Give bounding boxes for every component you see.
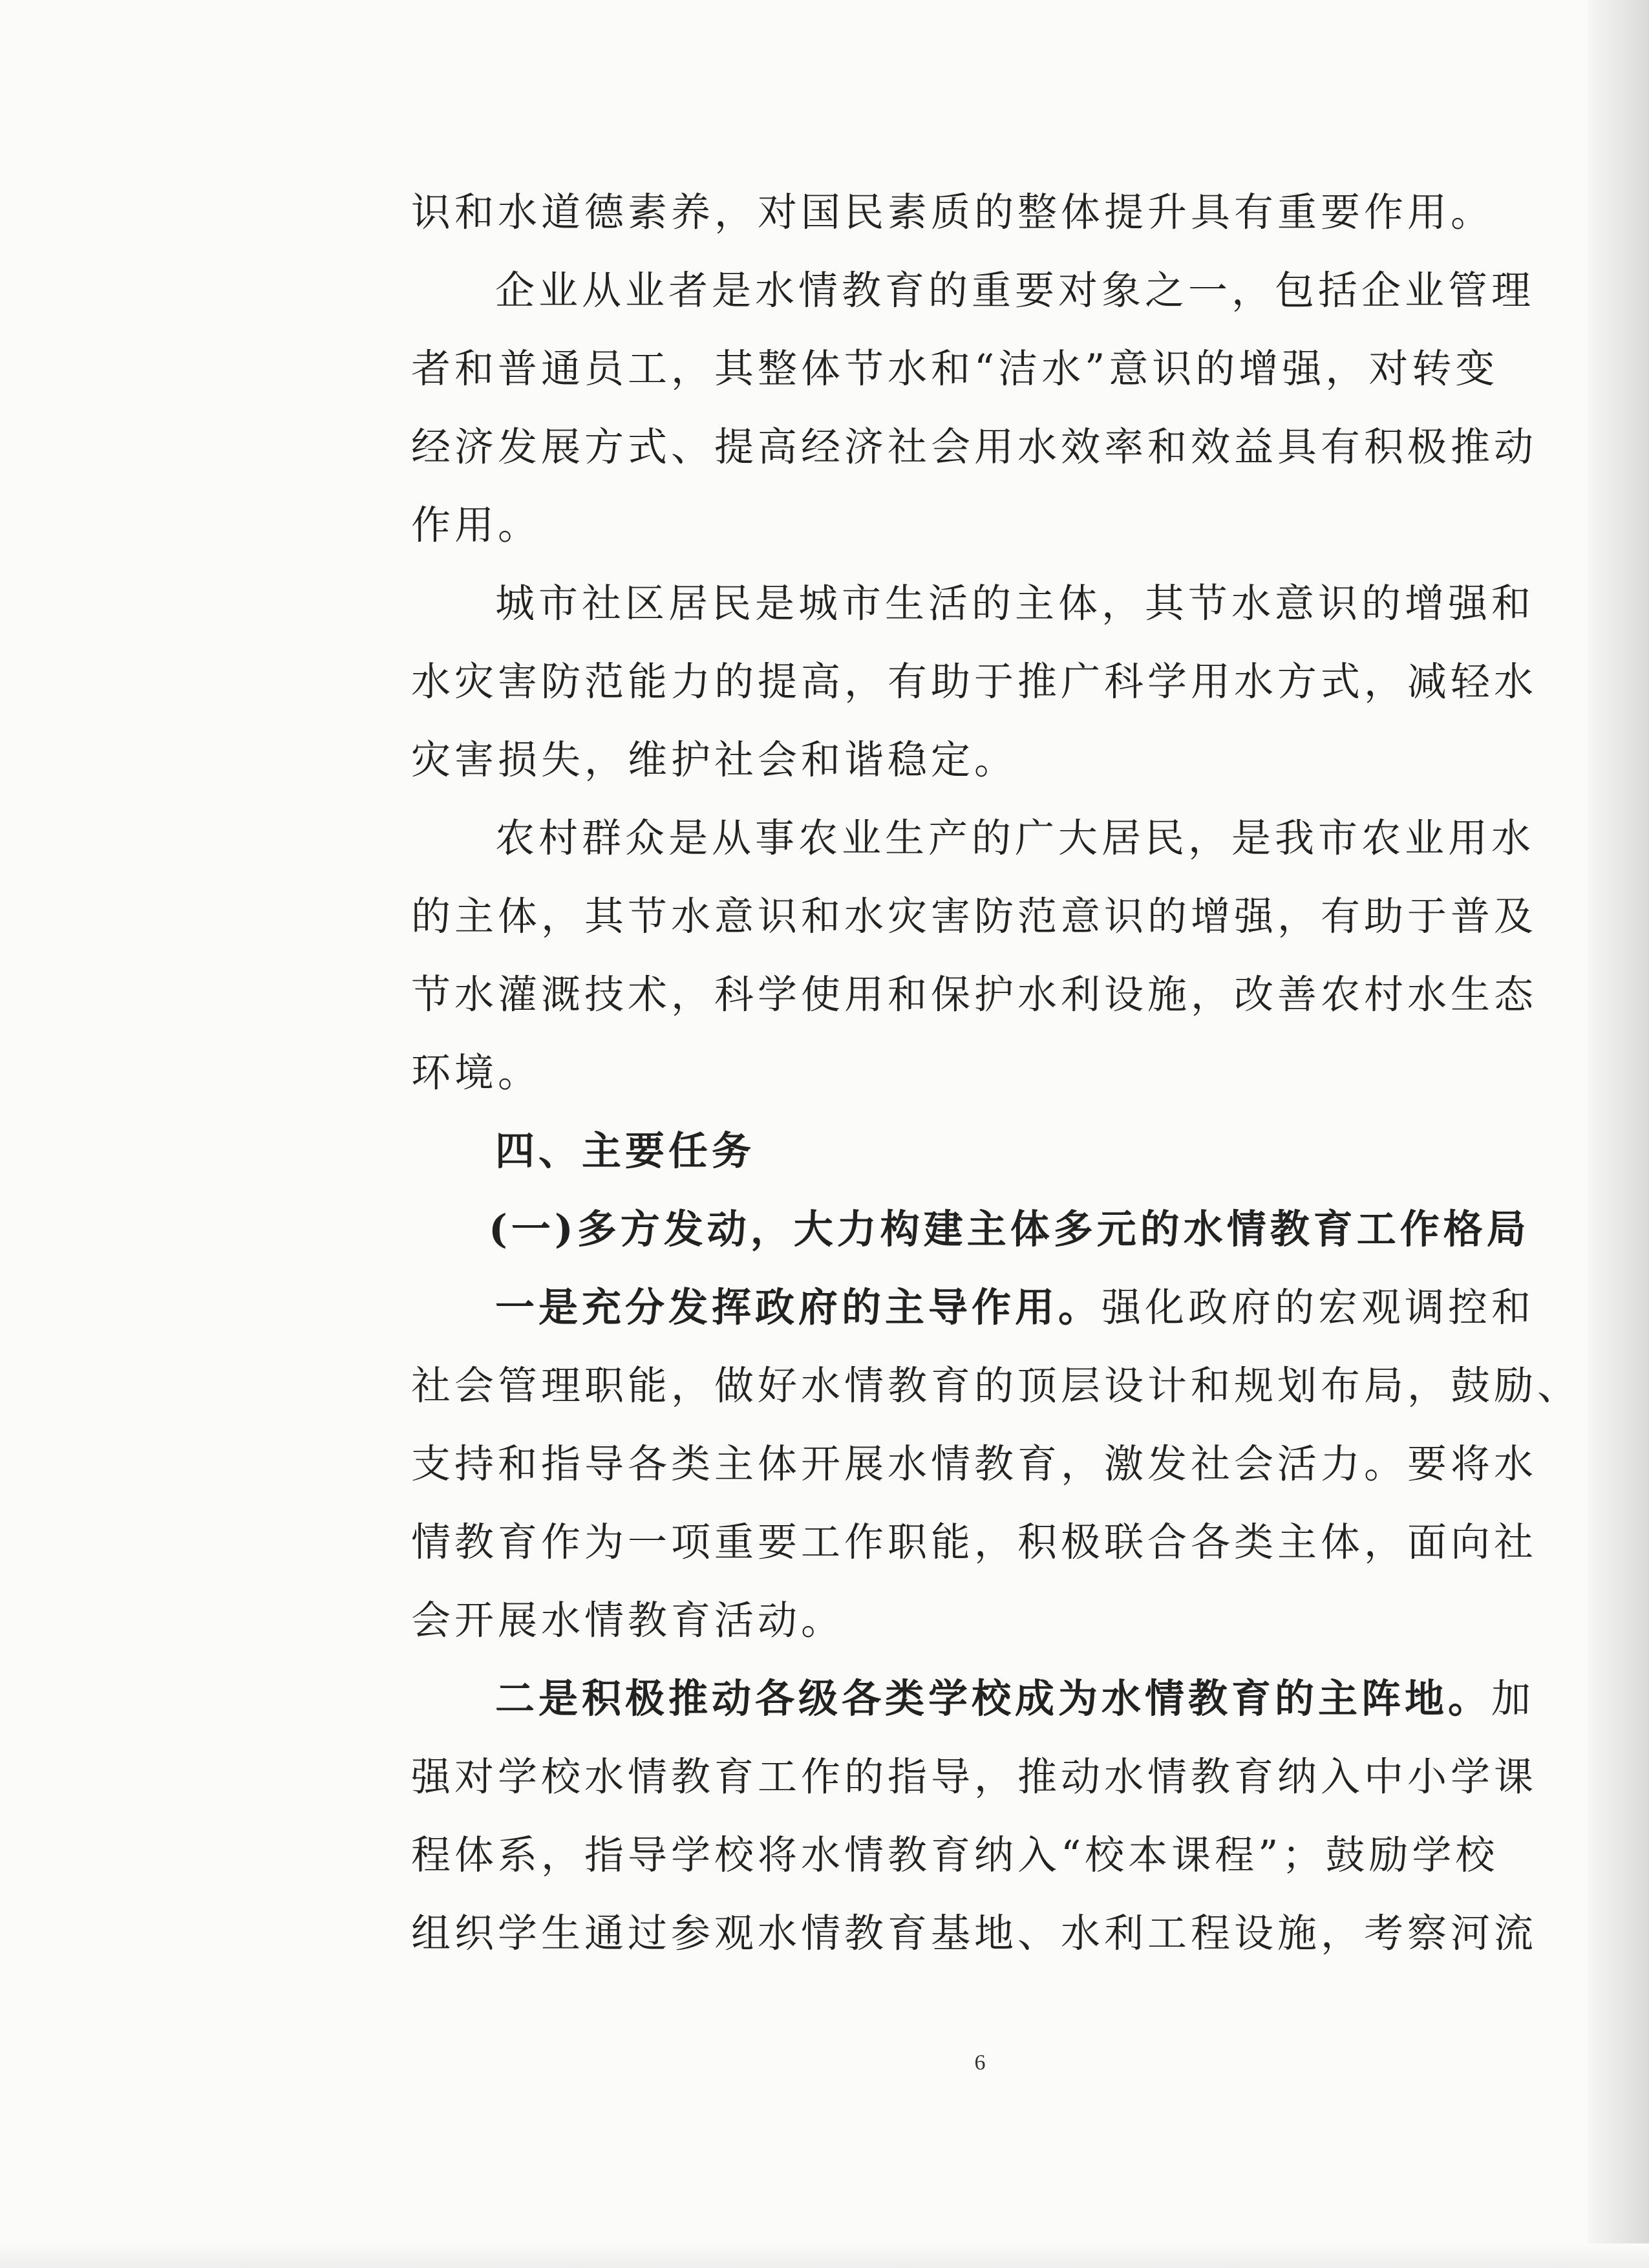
- text-line: 环境。: [411, 1050, 542, 1096]
- subsection-heading: (一)多方发动，大力构建主体多元的水情教育工作格局: [489, 1206, 1530, 1252]
- text-line: 情教育作为一项重要工作职能，积极联合各类主体，面向社: [411, 1519, 1538, 1565]
- text-line: 作用。: [411, 502, 542, 548]
- bold-lead: 一是充分发挥政府的主导作用。: [495, 1285, 1102, 1331]
- text-line: 组织学生通过参观水情教育基地、水利工程设施，考察河流: [411, 1910, 1538, 1956]
- bold-lead: 二是积极推动各级各类学校成为水情教育的主阵地。: [495, 1676, 1492, 1722]
- text-line: 企业从业者是水情教育的重要对象之一，包括企业管理: [495, 268, 1535, 314]
- text-line: [411, 1268, 1535, 1347]
- scan-shadow-right: [1588, 0, 1649, 2268]
- scan-shadow-bottom: [0, 2243, 1649, 2268]
- text-line: 识和水道德素养，对国民素质的整体提升具有重要作用。: [411, 189, 1495, 235]
- text-line: 会开展水情教育活动。: [411, 1598, 845, 1643]
- body-text: [411, 173, 1581, 1973]
- text-line: 城市社区居民是城市生活的主体，其节水意识的增强和: [495, 581, 1535, 626]
- text-line: 社会管理职能，做好水情教育的顶层设计和规划布局，鼓励、: [411, 1363, 1581, 1409]
- text-line: [411, 1660, 1535, 1738]
- line-rest: 加: [1491, 1676, 1535, 1722]
- text-line: 经济发展方式、提高经济社会用水效率和效益具有积极推动: [411, 424, 1538, 470]
- text-line: 程体系，指导学校将水情教育纳入“校本课程”；鼓励学校: [411, 1832, 1499, 1878]
- text-line: 支持和指导各类主体开展水情教育，激发社会活力。要将水: [411, 1441, 1538, 1487]
- text-line: 节水灌溉技术，科学使用和保护水利设施，改善农村水生态: [411, 972, 1538, 1018]
- text-line: 者和普通员工，其整体节水和“洁水”意识的增强，对转变: [411, 346, 1499, 392]
- section-heading: 四、主要任务: [495, 1128, 756, 1174]
- text-line: 强对学校水情教育工作的指导，推动水情教育纳入中小学课: [411, 1754, 1538, 1800]
- text-line: 水灾害防范能力的提高，有助于推广科学用水方式，减轻水: [411, 659, 1538, 705]
- page-number: 6: [974, 2051, 986, 2075]
- text-line: 灾害损失，维护社会和谐稳定。: [411, 737, 1018, 783]
- line-rest: 强化政府的宏观调控和: [1101, 1285, 1535, 1331]
- text-line: 的主体，其节水意识和水灾害防范意识的增强，有助于普及: [411, 893, 1538, 939]
- text-line: 农村群众是从事农业生产的广大居民，是我市农业用水: [495, 815, 1535, 861]
